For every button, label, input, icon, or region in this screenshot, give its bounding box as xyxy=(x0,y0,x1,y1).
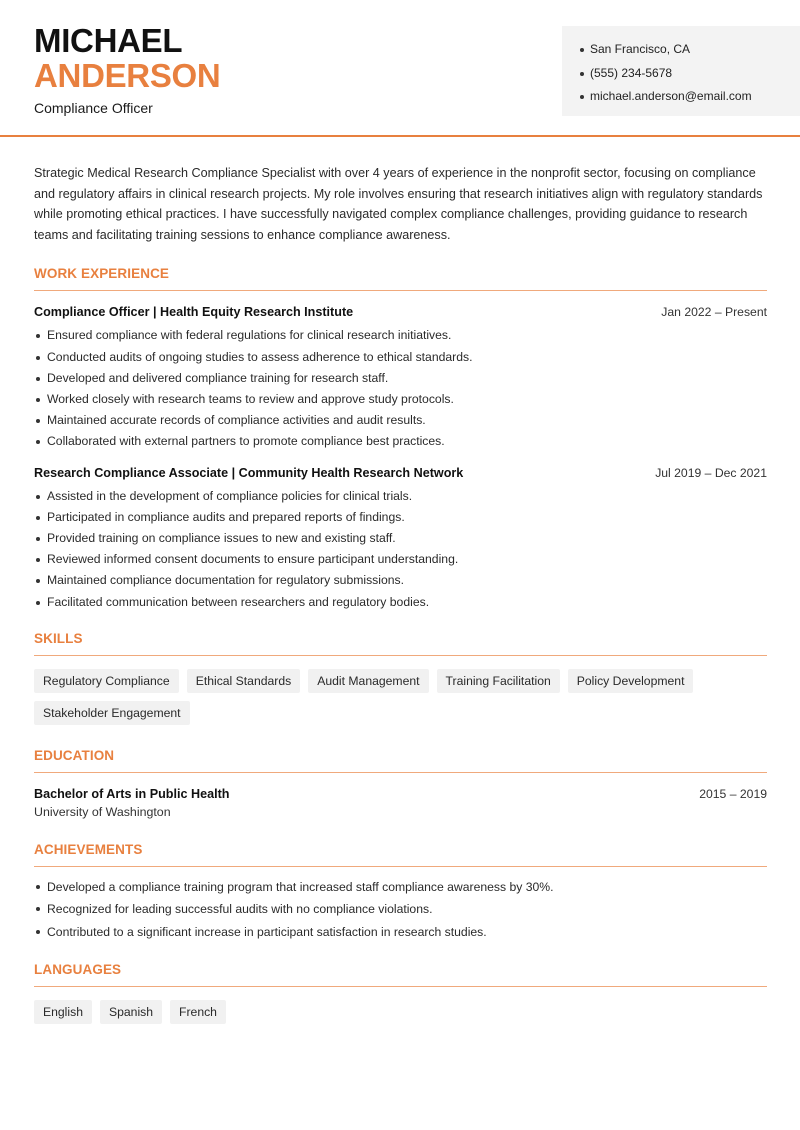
section-title-skills: SKILLS xyxy=(34,631,767,656)
job-position: Compliance Officer | Health Equity Research Institute xyxy=(34,305,354,320)
resume-header xyxy=(0,0,800,137)
achievement-item: Recognized for leading successful audits with no compliance violations. xyxy=(34,898,767,921)
skill-tag: Training Facilitation xyxy=(437,669,560,693)
summary: Strategic Medical Research Compliance Specialist with over 4 years of experience in the nonprofit sector, focusing on compliance and regulatory affairs in clinical research projects. My role involves ensuring that research initiatives align with regulatory standards while promoting ethical practices. I have successfully navigated complex compliance challenges, providing guidance to research teams and facilitating training sessions to enhance compliance awareness. xyxy=(34,166,763,242)
skill-tag: Policy Development xyxy=(568,669,694,693)
job-bullet: Maintained accurate records of compliance activities and audit results. xyxy=(34,410,767,431)
job-entry xyxy=(34,466,767,613)
achievement-item: Developed a compliance training program that increased staff compliance awareness by 30%. xyxy=(34,876,767,899)
language-tag: English xyxy=(34,1000,92,1024)
job-bullet: Maintained compliance documentation for regulatory submissions. xyxy=(34,570,767,591)
degree: Bachelor of Arts in Public Health xyxy=(34,786,230,801)
job-entry xyxy=(34,305,767,452)
first-name: MICHAEL xyxy=(34,22,183,59)
section-title-achievements: ACHIEVEMENTS xyxy=(34,842,767,867)
contact-location: San Francisco, CA xyxy=(580,38,800,62)
achievement-item: Contributed to a significant increase in participant satisfaction in research studies. xyxy=(34,921,767,944)
candidate-name xyxy=(34,24,220,92)
achievements-list xyxy=(34,876,767,944)
job-bullet: Ensured compliance with federal regulations for clinical research initiatives. xyxy=(34,325,767,346)
contact-phone: (555) 234-5678 xyxy=(580,62,800,86)
section-title-work: WORK EXPERIENCE xyxy=(34,266,767,291)
school: University of Washington xyxy=(34,804,171,819)
language-tag: Spanish xyxy=(100,1000,162,1024)
contact-box xyxy=(562,26,800,116)
skill-tag: Ethical Standards xyxy=(187,669,301,693)
job-bullet: Assisted in the development of compliance policies for clinical trials. xyxy=(34,486,767,507)
job-bullet: Provided training on compliance issues to new and existing staff. xyxy=(34,528,767,549)
skill-tag: Regulatory Compliance xyxy=(34,669,179,693)
job-title: Compliance Officer xyxy=(34,100,153,116)
job-dates: Jul 2019 – Dec 2021 xyxy=(655,465,767,480)
section-title-languages: LANGUAGES xyxy=(34,962,767,987)
job-bullet: Conducted audits of ongoing studies to assess adherence to ethical standards. xyxy=(34,347,767,368)
job-bullet: Facilitated communication between researchers and regulatory bodies. xyxy=(34,592,767,613)
education-entry xyxy=(34,787,767,819)
education-dates: 2015 – 2019 xyxy=(699,786,767,801)
resume-body xyxy=(34,163,767,1024)
job-bullet: Reviewed informed consent documents to ensure participant understanding. xyxy=(34,549,767,570)
job-bullet: Collaborated with external partners to promote compliance best practices. xyxy=(34,431,767,452)
section-title-education: EDUCATION xyxy=(34,748,767,773)
job-bullet: Worked closely with research teams to review and approve study protocols. xyxy=(34,389,767,410)
skill-tag: Audit Management xyxy=(308,669,428,693)
languages-list xyxy=(34,1000,767,1024)
job-bullet: Developed and delivered compliance training for research staff. xyxy=(34,368,767,389)
last-name: ANDERSON xyxy=(34,57,221,94)
skill-tag: Stakeholder Engagement xyxy=(34,701,190,725)
contact-email: michael.anderson@email.com xyxy=(580,85,800,109)
skills-list xyxy=(34,669,767,725)
job-position: Research Compliance Associate | Community Health Research Network xyxy=(34,465,464,480)
language-tag: French xyxy=(170,1000,226,1024)
job-dates: Jan 2022 – Present xyxy=(661,305,767,320)
job-bullet: Participated in compliance audits and prepared reports of findings. xyxy=(34,507,767,528)
